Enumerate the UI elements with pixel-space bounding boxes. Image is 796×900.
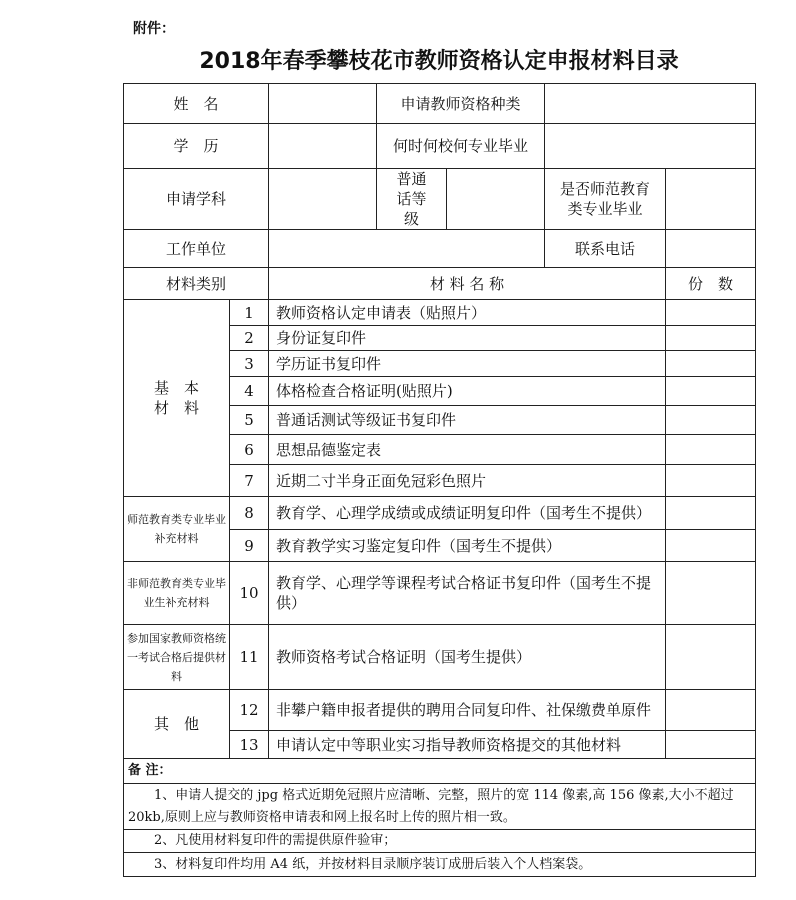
item-number: 12 <box>230 690 269 731</box>
copies-field[interactable] <box>666 690 756 731</box>
employer-label: 工作单位 <box>124 230 269 268</box>
note-3: 3、材料复印件均用 A4 纸，并按材料目录顺序装订成册后装入个人档案袋。 <box>124 853 756 877</box>
category-other: 其 他 <box>124 690 230 759</box>
education-field[interactable] <box>269 124 377 169</box>
notes-label: 备 注： <box>124 759 756 784</box>
note-1: 1、申请人提交的 jpg 格式近期免冠照片应清晰、完整，照片的宽 114 像素,高 156 像素,大小不超过 20kb,原则上应与教师资格申请表和网上报名时上传的照片相一致。 <box>124 784 756 830</box>
item-number: 3 <box>230 351 269 377</box>
subject-field[interactable] <box>269 169 377 230</box>
copies-field[interactable] <box>666 562 756 625</box>
copies-field[interactable] <box>666 406 756 435</box>
item-name: 学历证书复印件 <box>269 351 666 377</box>
copies-field[interactable] <box>666 351 756 377</box>
item-name: 思想品德鉴定表 <box>269 435 666 465</box>
item-number: 8 <box>230 497 269 530</box>
item-name: 教师资格认定申请表（贴照片） <box>269 300 666 326</box>
mandarin-label: 普通话等级 <box>377 169 447 230</box>
copies-field[interactable] <box>666 435 756 465</box>
item-number: 11 <box>230 625 269 690</box>
item-number: 1 <box>230 300 269 326</box>
copies-field[interactable] <box>666 497 756 530</box>
copies-field[interactable] <box>666 731 756 759</box>
item-number: 2 <box>230 326 269 351</box>
subject-label: 申请学科 <box>124 169 269 230</box>
name-label: 姓 名 <box>124 84 269 124</box>
item-name: 教育学、心理学等课程考试合格证书复印件（国考生不提供） <box>269 562 666 625</box>
category-header: 材料类别 <box>124 268 269 300</box>
item-name: 申请认定中等职业实习指导教师资格提交的其他材料 <box>269 731 666 759</box>
phone-label: 联系电话 <box>545 230 666 268</box>
copies-field[interactable] <box>666 465 756 497</box>
item-name: 教师资格考试合格证明（国考生提供） <box>269 625 666 690</box>
item-number: 13 <box>230 731 269 759</box>
item-name: 普通话测试等级证书复印件 <box>269 406 666 435</box>
category-exam: 参加国家教师资格统一考试合格后提供材料 <box>124 625 230 690</box>
item-name: 近期二寸半身正面免冠彩色照片 <box>269 465 666 497</box>
item-number: 7 <box>230 465 269 497</box>
graduation-field[interactable] <box>545 124 756 169</box>
note-2: 2、凡使用材料复印件的需提供原件验审； <box>124 830 756 853</box>
item-name: 教育学、心理学成绩或成绩证明复印件（国考生不提供） <box>269 497 666 530</box>
copies-field[interactable] <box>666 300 756 326</box>
attachment-label: 附件： <box>133 21 175 37</box>
employer-field[interactable] <box>269 230 545 268</box>
graduation-label: 何时何校何专业毕业 <box>377 124 545 169</box>
normal-field[interactable] <box>666 169 756 230</box>
name-field[interactable] <box>269 84 377 124</box>
item-name: 教育教学实习鉴定复印件（国考生不提供） <box>269 530 666 562</box>
page-title: 2018年春季攀枝花市教师资格认定申报材料目录 <box>199 49 679 74</box>
copies-field[interactable] <box>666 326 756 351</box>
mandarin-field[interactable] <box>447 169 545 230</box>
materials-table <box>123 83 756 877</box>
copies-header: 份 数 <box>666 268 756 300</box>
education-label: 学 历 <box>124 124 269 169</box>
category-normal: 师范教育类专业毕业补充材料 <box>124 497 230 562</box>
material-header: 材 料 名 称 <box>269 268 666 300</box>
cert-type-label: 申请教师资格种类 <box>377 84 545 124</box>
copies-field[interactable] <box>666 377 756 406</box>
item-name: 非攀户籍申报者提供的聘用合同复印件、社保缴费单原件 <box>269 690 666 731</box>
item-number: 10 <box>230 562 269 625</box>
cert-type-field[interactable] <box>545 84 756 124</box>
item-name: 身份证复印件 <box>269 326 666 351</box>
category-nonnormal: 非师范教育类专业毕业生补充材料 <box>124 562 230 625</box>
phone-field[interactable] <box>666 230 756 268</box>
copies-field[interactable] <box>666 625 756 690</box>
item-number: 5 <box>230 406 269 435</box>
copies-field[interactable] <box>666 530 756 562</box>
category-basic: 基 本 材 料 <box>124 300 230 497</box>
normal-label: 是否师范教育类专业毕业 <box>545 169 666 230</box>
item-number: 6 <box>230 435 269 465</box>
item-name: 体格检查合格证明(贴照片) <box>269 377 666 406</box>
item-number: 9 <box>230 530 269 562</box>
item-number: 4 <box>230 377 269 406</box>
